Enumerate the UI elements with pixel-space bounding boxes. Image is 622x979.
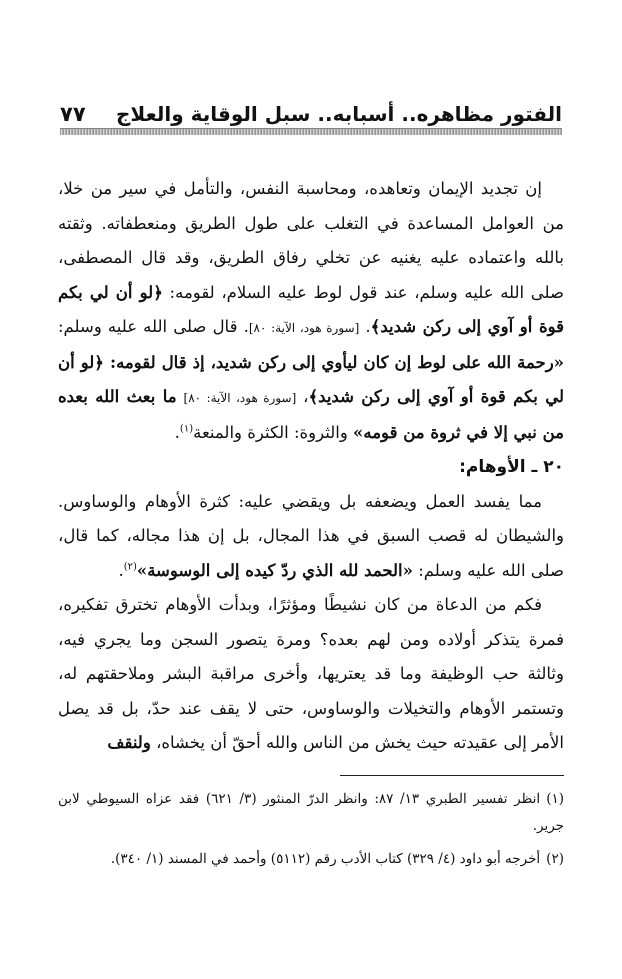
section-heading [58,450,564,485]
main-text [58,172,564,761]
paragraph-1-text: إن تجديد الإيمان وتعاهده، ومحاسبة النفس، والتأمل في سير من خلا، من العوامل المساعدة في التغلب على طول الطريق ومنعطفاته. وثقته بالله واعتماده عليه يغنيه عن تخلي رفاق الطريق، وقد قال المصطفى، صلى الله عليه وسلم، عند قول لوط عليه السلام، لقومه: [58,179,565,302]
verse-reference-2: [سورة هود، الآية: ٨٠] [183,391,297,405]
paragraph-2-text: مما يفسد العمل ويضعفه بل ويقضي عليه: كثرة الأوهام والوساوس. والشيطان له قصب السبق في هذا المجال، بل إن هذا مجاله، كما قال، صلى الله عليه وسلم: [58,491,564,580]
running-title: الفتور مظاهره.. أسبابه.. سبل الوقاية والعلاج [115,102,562,126]
footnote-separator [340,775,564,776]
footnote-ref-1: (١) [179,423,194,434]
paragraph-1: إن تجديد الإيمان وتعاهده، ومحاسبة النفس، والتأمل في سير من خلا، من العوامل المساعدة في التغلب على طول الطريق ومنعطفاته. وثقته بالله واعتماده عليه يغنيه عن تخلي رفاق الطريق، وقد قال المصطفى، صلى الله عليه وسلم، عند قول لوط عليه السلام، لقومه: ﴿لو أن لي بكم قوة أو آوي إلى ركن شديد﴾. [سورة هود، الآية: ٨٠]. قال صلى الله عليه وسلم: «رحمة الله على لوط إن كان ليأوي إلى ركن شديد، إذ قال لقومه: ﴿لو أن لي بكم قوة أو آوي إلى ركن شديد﴾، [سورة هود، الآية: ٨٠] ما بعث الله بعده من نبي إلا في ثروة من قومه» والثروة: الكثرة والمنعة$^{(١)}$. [58,179,565,442]
section-heading-text: ٢٠ ـ الأوهام: [459,457,564,477]
footnote-1-text: انظر تفسير الطبري ١٣/ ٨٧: وانظر الدرّ المنثور (٣/ ٦٢١) فقد عزاه السيوطي لابن جرير. [58,791,564,834]
footnote-2-number: (٢) [546,851,564,867]
paragraph-1-continuation: . قال صلى الله عليه وسلم: [58,317,249,336]
paragraph-3-text-b: فمرة يتذكر أولاده ومن لهم بعده؟ ومرة يتصور السجن وما يجري فيه، وثالثة حب الوظيفة وما قد يعتريها، وأخرى مراقبة البشر وملاحقتهم له، وتستمر الأوهام والتخيلات والوساوس، حتى لا يقف عند حدّ، بل قد يصل الأمر إلى عقيدته حيث يخش من الناس والله أحقّ أن يخشاه، [58,629,564,752]
footnote-ref-2: (٢) [123,561,137,572]
page-header [60,96,562,126]
footnote-1 [58,786,564,840]
verse-reference-1: [سورة هود، الآية: ٨٠] [248,321,360,335]
page-number: ٧٧ [60,102,86,126]
footnote-2-text: أخرجه أبو داود (٤/ ٣٢٩) كتاب الأدب رقم (٥١١٢) وأحمد في المسند (١/ ٣٤٠). [110,851,541,867]
paragraph-1-end: والثروة: الكثرة والمنعة [193,422,348,442]
quran-quote-1: ﴿لو أن لي بكم قوة أو آوي إلى ركن شديد﴾ [58,282,565,336]
paragraph-3 [58,588,564,761]
hadith-quote-2: «الحمد لله الذي ردّ كيده إلى الوسوسة» [136,560,413,580]
footnote-1-number: (١) [546,791,565,807]
footnote-2 [58,846,564,873]
footnotes [58,786,564,879]
header-rule [60,128,562,135]
paragraph-3-text-a: فكم من الدعاة من كان نشيطًا ومؤثرًا، وبدأت الأوهام تخترق تفكيره، [58,595,542,614]
paragraph-3-last-word: ولنقف [107,733,151,752]
paragraph-2: مما يفسد العمل ويضعفه بل ويقضي عليه: كثرة الأوهام والوساوس. والشيطان له قصب السبق في هذا المجال، بل إن هذا مجاله، كما قال، صلى الله عليه وسلم: «الحمد لله الذي ردّ كيده إلى الوسوسة»$^{(٢)}$. [58,491,564,580]
hadith-quote-1-end: ما بعث الله بعده من نبي إلا في ثروة من قومه» [58,387,564,442]
hadith-quote-1: «رحمة الله على لوط إن كان ليأوي إلى ركن شديد، إذ قال لقومه: ﴿لو أن لي بكم قوة أو آوي إلى ركن شديد﴾ [58,352,564,406]
